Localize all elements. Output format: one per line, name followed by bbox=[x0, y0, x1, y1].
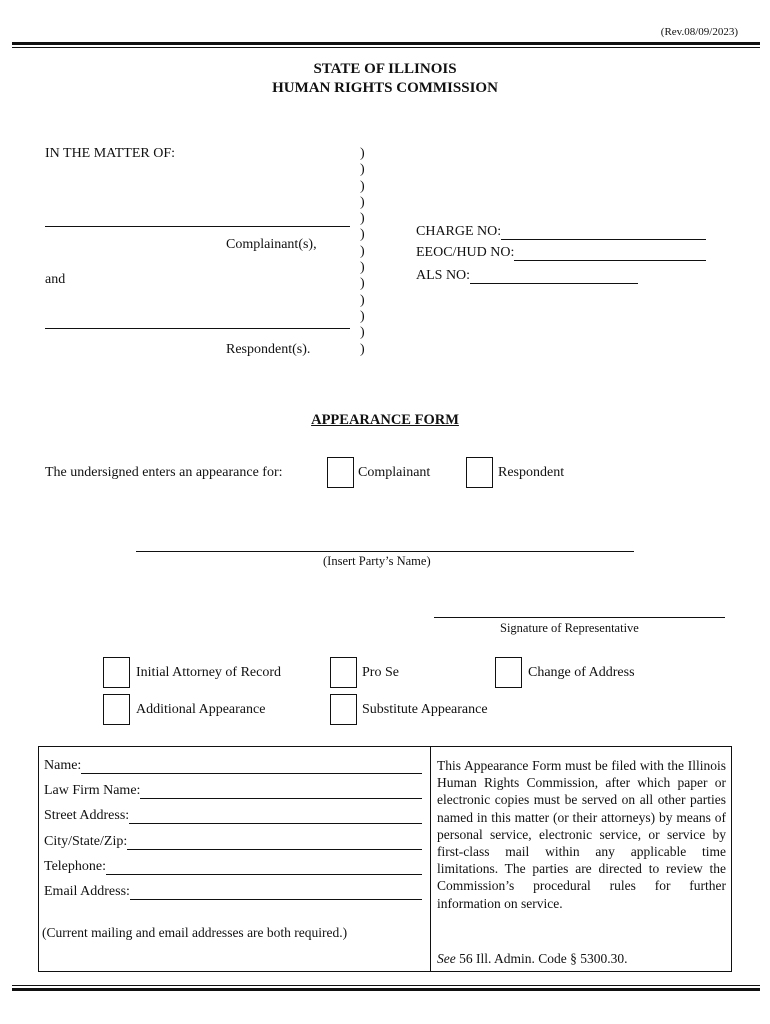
complainant-option-label: Complainant bbox=[358, 465, 431, 480]
street-address-line[interactable] bbox=[129, 809, 422, 824]
top-rule-thin bbox=[12, 47, 760, 48]
address-required-note: (Current mailing and email addresses are both required.) bbox=[42, 925, 348, 940]
email-line[interactable] bbox=[130, 885, 422, 900]
change-of-address-checkbox[interactable] bbox=[495, 657, 522, 688]
bottom-rule bbox=[12, 988, 760, 991]
eeoc-hud-no-label: EEOC/HUD NO: bbox=[416, 245, 515, 260]
eeoc-hud-no-field[interactable] bbox=[416, 245, 706, 261]
respondent-checkbox[interactable] bbox=[466, 457, 493, 488]
signature-label: Signature of Representative bbox=[500, 621, 639, 635]
street-address-field[interactable] bbox=[44, 808, 422, 824]
and-label: and bbox=[45, 272, 66, 287]
contact-box-divider bbox=[430, 746, 431, 972]
code-citation bbox=[437, 951, 627, 967]
commission-title: HUMAN RIGHTS COMMISSION bbox=[272, 80, 498, 96]
eeoc-hud-no-line[interactable] bbox=[514, 246, 706, 261]
law-firm-field[interactable] bbox=[44, 783, 422, 799]
street-address-label: Street Address: bbox=[44, 808, 130, 823]
substitute-appearance-checkbox[interactable] bbox=[330, 694, 357, 725]
als-no-field[interactable] bbox=[416, 268, 638, 284]
additional-appearance-label: Additional Appearance bbox=[136, 702, 266, 717]
state-title: STATE OF ILLINOIS bbox=[313, 61, 457, 77]
party-name-line[interactable] bbox=[136, 551, 634, 552]
citation-see: See bbox=[437, 951, 456, 966]
form-title: APPEARANCE FORM bbox=[311, 412, 459, 428]
city-state-zip-line[interactable] bbox=[127, 835, 422, 850]
filing-notice: This Appearance Form must be filed with the Illinois Human Rights Commission, after which paper or electronic copies must be served on all other parties named in this matter (or their attorneys) by means of personal service, electronic service, or service by first-class mail within any applicable time limitations. The parties are directed to review the Commission’s procedural rules for further information on service. bbox=[437, 758, 726, 911]
law-firm-label: Law Firm Name: bbox=[44, 783, 141, 798]
charge-no-label: CHARGE NO: bbox=[416, 224, 502, 239]
respondent-label: Respondent(s). bbox=[226, 342, 311, 357]
caption-parentheses: ) ) ) ) ) ) ) ) ) ) ) ) ) bbox=[360, 146, 365, 357]
telephone-line[interactable] bbox=[106, 860, 422, 875]
city-state-zip-label: City/State/Zip: bbox=[44, 834, 128, 849]
complainant-label: Complainant(s), bbox=[226, 237, 317, 252]
initial-attorney-label: Initial Attorney of Record bbox=[136, 665, 282, 680]
revision-date: (Rev.08/09/2023) bbox=[660, 26, 738, 38]
additional-appearance-checkbox[interactable] bbox=[103, 694, 130, 725]
complainant-checkbox[interactable] bbox=[327, 457, 354, 488]
bottom-rule-thin bbox=[12, 985, 760, 986]
law-firm-line[interactable] bbox=[140, 784, 422, 799]
telephone-label: Telephone: bbox=[44, 859, 106, 874]
insert-party-name-label: (Insert Party’s Name) bbox=[323, 554, 431, 568]
charge-no-line[interactable] bbox=[501, 225, 706, 240]
respondent-option-label: Respondent bbox=[498, 465, 565, 480]
als-no-line[interactable] bbox=[470, 269, 638, 284]
pro-se-label: Pro Se bbox=[362, 665, 399, 680]
initial-attorney-checkbox[interactable] bbox=[103, 657, 130, 688]
citation-text: 56 Ill. Admin. Code § 5300.30. bbox=[455, 951, 628, 966]
name-line[interactable] bbox=[81, 759, 422, 774]
pro-se-checkbox[interactable] bbox=[330, 657, 357, 688]
change-of-address-label: Change of Address bbox=[528, 665, 635, 680]
in-the-matter-label: IN THE MATTER OF: bbox=[45, 146, 176, 161]
name-label: Name: bbox=[44, 758, 82, 773]
email-field[interactable] bbox=[44, 884, 422, 900]
complainant-name-line[interactable] bbox=[45, 226, 350, 227]
top-rule bbox=[12, 42, 760, 45]
als-no-label: ALS NO: bbox=[416, 268, 471, 283]
email-label: Email Address: bbox=[44, 884, 130, 899]
charge-no-field[interactable] bbox=[416, 224, 706, 240]
telephone-field[interactable] bbox=[44, 859, 422, 875]
name-field[interactable] bbox=[44, 758, 422, 774]
enters-appearance-label: The undersigned enters an appearance for: bbox=[45, 465, 283, 480]
respondent-name-line[interactable] bbox=[45, 328, 350, 329]
signature-line[interactable] bbox=[434, 617, 725, 618]
city-state-zip-field[interactable] bbox=[44, 834, 422, 850]
substitute-appearance-label: Substitute Appearance bbox=[362, 702, 488, 717]
